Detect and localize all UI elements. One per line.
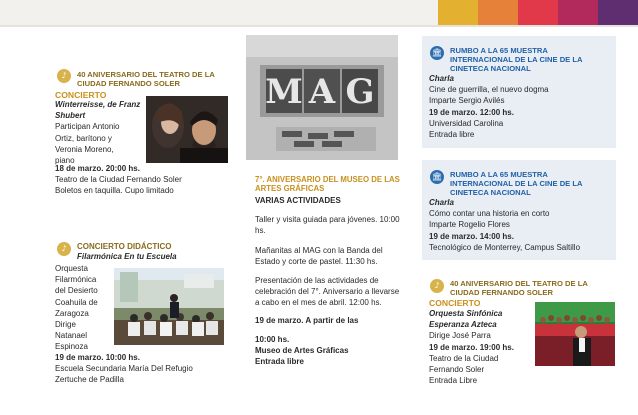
event4-entry: Entrada libre	[429, 130, 475, 140]
event2-title: Filarmónica En tu Escuela	[77, 252, 177, 261]
event3-date: 19 de marzo. A partir de las	[255, 315, 359, 325]
top-bar-fill	[0, 0, 438, 25]
event2-date: 19 de marzo. 10:00 hs.	[55, 353, 140, 362]
event2-venue: Escuela Secundaria María Del Refugio	[55, 364, 193, 374]
event3-photo	[246, 35, 398, 160]
event1-title: Winterreisse, de Franz Shubert	[55, 100, 141, 121]
music-note-icon: ♪	[430, 279, 444, 293]
event1-category: CONCIERTO	[55, 90, 107, 100]
museum-icon: 🏛	[430, 46, 444, 60]
event6-line: Dirige José Parra	[429, 331, 491, 341]
event2-line: Dirige	[55, 320, 76, 330]
event2-line: Zaragoza	[55, 308, 89, 318]
event6-date: 19 de marzo. 19:00 hs.	[429, 342, 514, 352]
orchestra-choir-image	[535, 302, 615, 366]
event5-details	[429, 197, 614, 253]
event4-date: 19 de marzo. 12:00 hs.	[429, 107, 514, 117]
event6-venue: Teatro de la Ciudad	[429, 353, 499, 363]
color-swatch-3	[518, 0, 558, 25]
event2-title-wrap	[77, 251, 227, 262]
event4-details	[429, 73, 614, 140]
orchestra-school-image	[114, 268, 224, 345]
color-swatch-5	[598, 0, 638, 25]
event3-header: 7°. ANIVERSARIO DEL MUSEO DE LAS ARTES GRÁFICAS	[255, 175, 400, 193]
event6-category: CONCIERTO	[429, 298, 481, 308]
event3-activity: Taller y visita guiada para jóvenes. 10:00 hs.	[255, 215, 400, 236]
event5-date: 19 de marzo. 14:00 hs.	[429, 231, 514, 241]
event1-info	[55, 163, 235, 197]
event1-line: piano	[55, 156, 75, 166]
event3-time: 10:00 hs.	[255, 334, 290, 344]
music-note-icon: ♪	[57, 242, 71, 256]
mag-letter-a: A	[308, 72, 336, 112]
event2-photo	[114, 268, 224, 345]
event3-activity: Presentación de las actividades de celebración del 7°. Aniversario a llevarse a cabo en el mes de abril. 12:00 hs.	[255, 276, 400, 308]
event2-line: Coahuila de	[55, 297, 98, 307]
event4-venue: Universidad Carolina	[429, 118, 504, 128]
event3-entry: Entrada libre	[255, 357, 304, 367]
event1-date: 18 de marzo. 20:00 hs.	[55, 164, 140, 173]
event3-subtitle: VARIAS ACTIVIDADES	[255, 196, 341, 205]
event2-venue: Zertuche de Padilla	[55, 375, 124, 385]
event1-venue: Teatro de la Ciudad Fernando Soler	[55, 175, 182, 185]
event5-venue: Tecnológico de Monterrey, Campus Saltillo	[429, 242, 581, 252]
event6-title: Orquesta Sinfónica Esperanza Azteca	[429, 309, 503, 330]
event2-line: Orquesta	[55, 264, 88, 273]
color-swatch-4	[558, 0, 598, 25]
event2-header: CONCIERTO DIDÁCTICO	[77, 242, 172, 251]
event6-photo	[535, 302, 615, 366]
event2-line: Espinoza	[55, 342, 88, 352]
music-note-icon: ♪	[57, 69, 71, 83]
event6-venue: Fernando Soler	[429, 365, 485, 375]
color-swatch-2	[478, 0, 518, 25]
top-rule	[0, 25, 638, 27]
duo-portrait-image	[146, 96, 228, 163]
event2-line: del Desierto	[55, 286, 98, 296]
event4-header: RUMBO A LA 65 MUESTRA INTERNACIONAL DE LA CINE DE LA CINETECA NACIONAL	[450, 46, 583, 73]
event2-line: Filarmónica	[55, 275, 97, 285]
event1-photo	[146, 96, 228, 163]
event1-line: Ortiz, barítono y	[55, 133, 112, 143]
mag-letter-g: G	[345, 72, 375, 112]
event1-line: Participan Antonio	[55, 122, 120, 132]
event5-type: Charla	[429, 198, 454, 207]
mag-letter-m: M	[265, 72, 303, 112]
event1-note: Boletos en taquilla. Cupo limitado	[55, 186, 174, 196]
event4-line: Cine de guerrilla, el nuevo dogma	[429, 85, 549, 95]
event2-details	[55, 263, 111, 353]
event6-header: 40 ANIVERSARIO DEL TEATRO DE LA CIUDAD FERNANDO SOLER	[450, 279, 588, 297]
top-color-bar	[0, 0, 638, 25]
event5-line: Cómo contar una historia en corto	[429, 209, 550, 219]
event6-entry: Entrada Libre	[429, 376, 478, 386]
event4-line: Imparte Sergio Avilés	[429, 96, 505, 106]
color-swatch-1	[438, 0, 478, 25]
event1-details	[55, 99, 143, 166]
event5-line: Imparte Rogelio Flores	[429, 220, 510, 230]
mag-museum-image	[246, 35, 398, 160]
event5-header: RUMBO A LA 65 MUESTRA INTERNACIONAL DE LA CINE DE LA CINETECA NACIONAL	[450, 170, 583, 197]
event3-venue: Museo de Artes Gráficas	[255, 346, 349, 356]
museum-icon: 🏛	[430, 170, 444, 184]
event2-line: Natanael	[55, 331, 88, 341]
event1-header: 40 ANIVERSARIO DEL TEATRO DE LA CIUDAD FERNANDO SOLER	[77, 70, 215, 88]
event4-type: Charla	[429, 74, 454, 83]
event3-activity: Mañanitas al MAG con la Banda del Estado y corte de pastel. 11:30 hs.	[255, 245, 383, 266]
event2-info	[55, 352, 235, 386]
event6-details	[429, 308, 525, 386]
event3-details	[255, 195, 405, 367]
event1-line: Veronia Moreno,	[55, 144, 114, 154]
